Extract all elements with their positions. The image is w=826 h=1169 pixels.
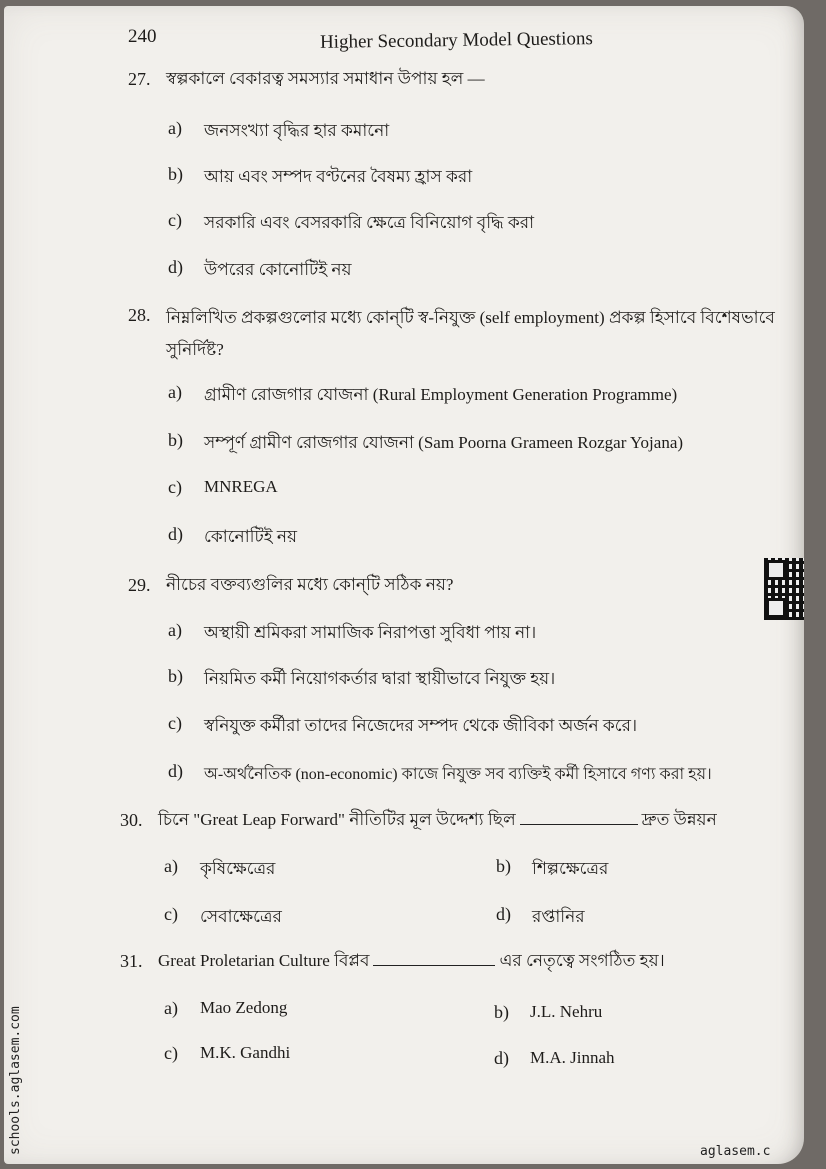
option-label: a): [168, 620, 182, 640]
option-label: a): [164, 856, 178, 876]
question-text: স্বল্পকালে বেকারত্ব সমস্যার সমাধান উপায় হল —: [166, 69, 485, 88]
option-label: a): [164, 998, 178, 1018]
option-label: d): [496, 904, 511, 924]
option-label: c): [168, 477, 182, 497]
option-text: স্বনিযুক্ত কর্মীরা তাদের নিজেদের সম্পদ থেকে জীবিকা অর্জন করে।: [204, 716, 638, 735]
option-text: জনসংখ্যা বৃদ্ধির হার কমানো: [204, 121, 390, 140]
option-label: d): [168, 257, 183, 277]
option-text: অ-অর্থনৈতিক (non-economic) কাজে নিযুক্ত সব ব্যক্তিই কর্মী হিসাবে গণ্য করা হয়।: [204, 766, 712, 783]
option-label: c): [168, 713, 182, 733]
answer-blank: [520, 810, 638, 825]
option-text: সরকারি এবং বেসরকারি ক্ষেত্রে বিনিয়োগ বৃদ্ধি করা: [204, 213, 535, 232]
question-text-after: এর নেতৃত্বে সংগঠিত হয়।: [499, 951, 665, 970]
question-text-before: Great Proletarian Culture বিপ্লব: [158, 951, 370, 970]
question-number: 31.: [120, 951, 143, 971]
question-text-after: দ্রুত উন্নয়ন: [641, 810, 717, 829]
option-label: b): [168, 430, 183, 450]
option-label: d): [494, 1048, 509, 1068]
option-label: b): [496, 856, 511, 876]
option-label: d): [168, 524, 183, 544]
header-title: Higher Secondary Model Questions: [319, 28, 593, 53]
option-label: c): [164, 1043, 178, 1063]
question-number: 28.: [128, 305, 151, 325]
option-text: সেবাক্ষেত্রের: [200, 907, 282, 926]
option-text: গ্রামীণ রোজগার যোজনা (Rural Employment Generation Programme): [204, 385, 678, 404]
question-text: [158, 948, 665, 974]
option-text: M.K. Gandhi: [200, 1043, 291, 1062]
option-text: কৃষিক্ষেত্রের: [200, 859, 276, 878]
page-number: 240: [128, 26, 157, 47]
option-text: উপরের কোনোটিই নয়: [204, 260, 352, 279]
option-text: সম্পূর্ণ গ্রামীণ রোজগার যোজনা (Sam Poorna Grameen Rozgar Yojana): [204, 433, 684, 452]
page-header: [4, 20, 804, 56]
qr-code: [764, 558, 804, 620]
watermark-right: aglasem.c: [700, 1144, 771, 1159]
option-label: b): [168, 164, 183, 184]
option-text: J.L. Nehru: [530, 1002, 603, 1021]
option-label: b): [168, 666, 183, 686]
option-label: a): [168, 118, 182, 138]
option-label: c): [168, 210, 182, 230]
question-number: 27.: [128, 69, 151, 89]
option-text: শিল্পক্ষেত্রের: [532, 859, 609, 878]
option-text: M.A. Jinnah: [530, 1048, 615, 1067]
question-text: [158, 807, 717, 833]
option-label: b): [494, 1002, 509, 1022]
question-text-before: চিনে "Great Leap Forward" নীতিটির মূল উদ্দেশ্য ছিল: [158, 810, 516, 829]
option-text: অস্থায়ী শ্রমিকরা সামাজিক নিরাপত্তা সুবিধা পায় না।: [204, 623, 537, 642]
option-text: কোনোটিই নয়: [204, 527, 298, 546]
question-number: 29.: [128, 575, 151, 595]
answer-blank: [373, 951, 495, 966]
question-text: নিম্নলিখিত প্রকল্পগুলোর মধ্যে কোন্‌টি স্ব-নিযুক্ত (self employment) প্রকল্প হিসাবে বিশেষভাবে সুনির্দিষ্ট?: [166, 308, 775, 359]
option-label: c): [164, 904, 178, 924]
option-label: d): [168, 761, 183, 781]
option-text: MNREGA: [204, 477, 278, 496]
option-label: a): [168, 382, 182, 402]
option-text: আয় এবং সম্পদ বণ্টনের বৈষম্য হ্রাস করা: [204, 167, 473, 186]
option-text: নিয়মিত কর্মী নিয়োগকর্তার দ্বারা স্থায়ীভাবে নিযুক্ত হয়।: [204, 669, 556, 688]
question-number: 30.: [120, 810, 143, 830]
watermark-left: schools.aglasem.com: [8, 1006, 23, 1155]
option-text: Mao Zedong: [200, 998, 288, 1017]
question-text: নীচের বক্তব্যগুলির মধ্যে কোন্‌টি সঠিক নয়?: [166, 575, 454, 594]
book-page: [4, 6, 804, 1164]
option-text: রপ্তানির: [532, 907, 585, 926]
